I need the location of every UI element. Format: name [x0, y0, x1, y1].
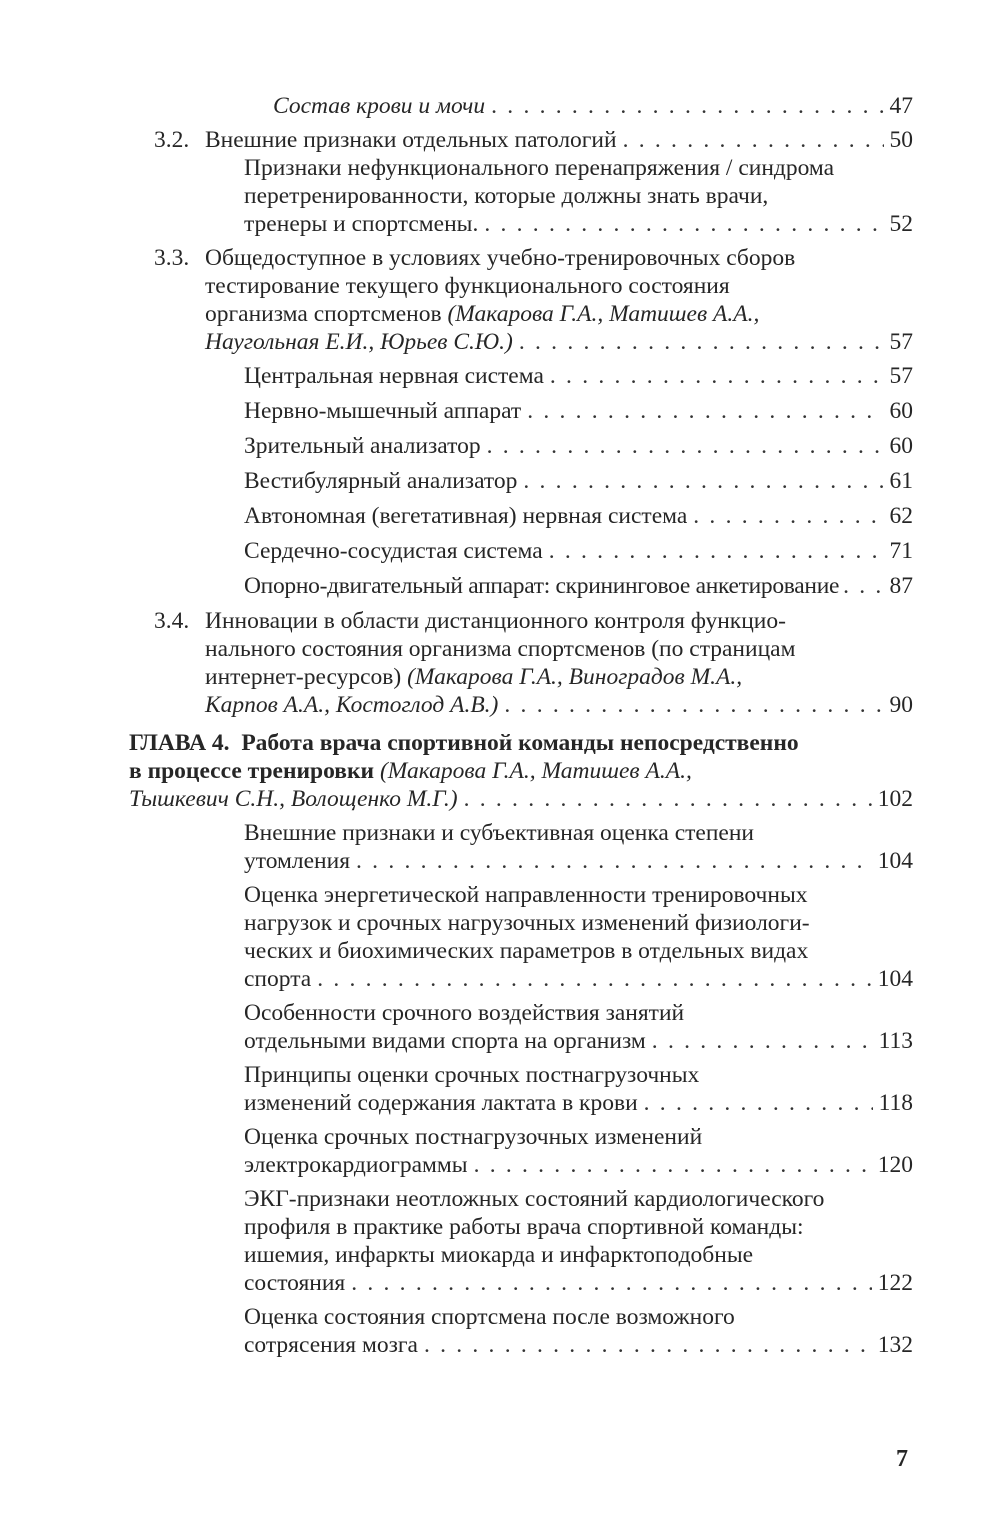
chapter-authors: (Макарова Г.А., Матишев А.А., [379, 758, 692, 784]
chapter-label: ГЛАВА 4. [129, 730, 230, 756]
entry-page: 87 [889, 573, 913, 599]
entry-title: Автономная (вегетативная) нервная система [244, 503, 688, 529]
entry-page: 118 [878, 1090, 913, 1116]
entry-line: Общедоступное в условиях учебно-тренировочных сборов [205, 245, 796, 271]
entry-page: 113 [878, 1028, 913, 1054]
leader-dots [491, 92, 883, 120]
toc-entry-ecg [0, 1123, 1000, 1179]
toc-entry-musculoskeletal [0, 572, 1000, 600]
section-number: 3.4. [154, 608, 190, 634]
leader-dots [474, 1151, 872, 1179]
entry-line: Особенности срочного воздействия занятий [244, 1000, 685, 1026]
entry-authors: Наугольная Е.И., Юрьев С.Ю.) [205, 329, 513, 355]
entry-line: нагрузок и срочных нагрузочных изменений физиологи- [244, 910, 810, 936]
entry-line: профиля в практике работы врача спортивной команды: [244, 1214, 804, 1240]
entry-page: 120 [877, 1152, 913, 1178]
leader-dots [652, 1027, 873, 1055]
entry-line: ЭКГ-признаки неотложных состояний кардиологического [244, 1186, 825, 1212]
entry-line: ишемия, инфаркты миокарда и инфарктоподобные [244, 1242, 754, 1268]
leader-dots [356, 847, 872, 875]
toc-entry-cns [0, 362, 1000, 390]
toc-entry-blood-urine [0, 92, 1000, 120]
table-of-contents [0, 92, 1000, 1365]
leader-dots [487, 432, 884, 460]
toc-entry-vestibular [0, 467, 1000, 495]
toc-entry-neuromuscular [0, 397, 1000, 425]
entry-page: 90 [889, 692, 913, 718]
entry-page: 50 [889, 127, 913, 153]
entry-line: тренеры и спортсмены. [244, 211, 479, 237]
entry-line: утомления [244, 848, 351, 874]
entry-line: Оценка срочных постнагрузочных изменений [244, 1124, 703, 1150]
entry-line: электрокардиограммы [244, 1152, 468, 1178]
entry-line: Оценка энергетической направленности тренировочных [244, 882, 808, 908]
toc-entry-energy [0, 881, 1000, 993]
toc-entry-lactate [0, 1061, 1000, 1117]
entry-line: Принципы оценки срочных постнагрузочных [244, 1062, 700, 1088]
toc-entry-sports-impact [0, 999, 1000, 1055]
entry-line: интернет-ресурсов) [205, 664, 402, 690]
toc-entry-autonomic [0, 502, 1000, 530]
entry-title: Внешние признаки отдельных патологий [205, 127, 617, 153]
leader-dots [504, 691, 883, 719]
entry-line: нального состояния организма спортсменов (по страницам [205, 636, 796, 662]
entry-line: сотрясения мозга [244, 1332, 418, 1358]
leader-dots [523, 467, 883, 495]
entry-line: тестирование текущего функционального состояния [205, 273, 730, 299]
leader-dots [519, 328, 884, 356]
entry-page: 132 [877, 1332, 913, 1358]
leader-dots [644, 1089, 873, 1117]
entry-line: Внешние признаки и субъективная оценка степени [244, 820, 754, 846]
entry-line: перетренированности, которые должны знать врачи, [244, 183, 769, 209]
leader-dots [549, 537, 884, 565]
toc-entry-overtraining [0, 154, 1000, 238]
entry-title: Сердечно-сосудистая система [244, 538, 543, 564]
leader-dots [843, 572, 885, 600]
entry-line: спорта [244, 966, 312, 992]
entry-title: Опорно-двигательный аппарат: скрининговое анкетирование [244, 573, 840, 599]
leader-dots [351, 1269, 872, 1297]
section-number: 3.3. [154, 245, 190, 271]
entry-page: 47 [889, 93, 913, 119]
toc-entry-3-4 [0, 607, 1000, 719]
entry-page: 104 [877, 966, 913, 992]
entry-page: 71 [889, 538, 913, 564]
entry-page: 60 [889, 433, 913, 459]
entry-line: изменений содержания лактата в крови [244, 1090, 638, 1116]
leader-dots [623, 126, 884, 154]
entry-line: Признаки нефункционального перенапряжения / синдрома [244, 155, 835, 181]
toc-entry-fatigue [0, 819, 1000, 875]
entry-page: 57 [889, 329, 913, 355]
entry-authors: (Макарова Г.А., Виноградов М.А., [407, 664, 743, 690]
toc-entry-cardiovascular [0, 537, 1000, 565]
entry-authors: (Макарова Г.А., Матишев А.А., [447, 301, 760, 327]
entry-line: Оценка состояния спортсмена после возможного [244, 1304, 735, 1330]
entry-title: Зрительный анализатор [244, 433, 481, 459]
entry-title: Центральная нервная система [244, 363, 544, 389]
leader-dots [527, 397, 883, 425]
leader-dots [484, 210, 883, 238]
entry-title: Нервно-мышечный аппарат [244, 398, 522, 424]
toc-chapter-4 [0, 729, 1000, 813]
entry-page: 122 [877, 1270, 913, 1296]
entry-page: 61 [889, 468, 913, 494]
entry-page: 104 [877, 848, 913, 874]
page-number: 7 [896, 1446, 908, 1472]
entry-authors: Карпов А.А., Костоглод А.В.) [205, 692, 499, 718]
entry-page: 57 [889, 363, 913, 389]
entry-page: 52 [889, 211, 913, 237]
toc-entry-3-3 [0, 244, 1000, 356]
entry-page: 62 [889, 503, 913, 529]
entry-line: организма спортсменов [205, 301, 442, 327]
entry-line: Инновации в области дистанционного контроля функцио- [205, 608, 786, 634]
leader-dots [693, 502, 883, 530]
toc-entry-concussion [0, 1303, 1000, 1359]
entry-line: отдельными видами спорта на организм [244, 1028, 646, 1054]
leader-dots [550, 362, 884, 390]
section-number: 3.2. [154, 127, 190, 153]
chapter-title-line: Работа врача спортивной команды непосредственно [241, 730, 799, 756]
entry-page: 102 [877, 786, 913, 812]
toc-entry-visual [0, 432, 1000, 460]
toc-entry-ecg-emergency [0, 1185, 1000, 1297]
entry-page: 60 [889, 398, 913, 424]
chapter-authors: Тышкевич С.Н., Волощенко М.Г.) [129, 786, 458, 812]
entry-title: Состав крови и мочи [273, 93, 486, 119]
toc-entry-3-2 [0, 126, 1000, 154]
chapter-title-line: в процессе тренировки [129, 758, 375, 784]
leader-dots [317, 965, 872, 993]
entry-line: ческих и биохимических параметров в отдельных видах [244, 938, 809, 964]
entry-title: Вестибулярный анализатор [244, 468, 518, 494]
leader-dots [424, 1331, 872, 1359]
entry-line: состояния [244, 1270, 346, 1296]
leader-dots [464, 785, 872, 813]
